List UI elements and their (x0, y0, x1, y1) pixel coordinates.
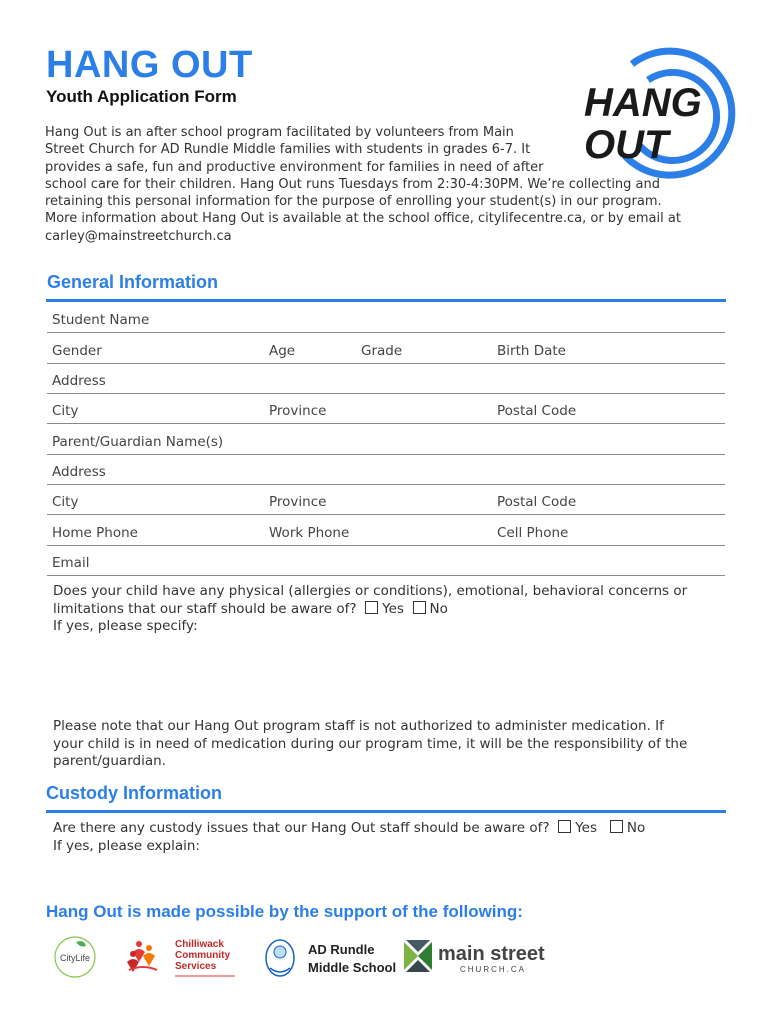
rundle-line2: Middle School (308, 960, 397, 975)
postal-code-field[interactable]: Postal Code (497, 494, 577, 510)
province-field[interactable]: Province (269, 494, 327, 510)
form-subtitle: Youth Application Form (46, 87, 237, 106)
chilliwack-line1: Chilliwack (175, 939, 224, 950)
field-label: Parent/Guardian Name(s) (52, 434, 224, 450)
note-line: parent/guardian. (53, 753, 166, 769)
chilliwack-line2: Community (175, 950, 230, 961)
mainstreet-line2: CHURCH.CA (460, 965, 526, 974)
citylife-logo (50, 932, 100, 982)
postal-code-field[interactable]: Postal Code (497, 403, 577, 419)
field-label: Student Name (52, 312, 150, 328)
address-field[interactable] (47, 363, 725, 394)
people-icon (127, 941, 157, 972)
custody-question (53, 820, 723, 855)
concerns-question (53, 583, 723, 636)
ad-rundle-logo (262, 932, 397, 982)
chilliwack-community-services-logo (125, 932, 240, 982)
province-field[interactable]: Province (269, 403, 327, 419)
leaf-icon (76, 941, 86, 946)
field-label: Address (52, 464, 106, 480)
chilliwack-tagline-bar (175, 975, 235, 977)
explain-answer-area[interactable] (53, 858, 723, 894)
custody-no-checkbox[interactable] (610, 820, 623, 833)
gender-field[interactable]: Gender (52, 343, 102, 359)
page-title: HANG OUT (46, 44, 253, 86)
logo-text-hang: HANG (584, 81, 702, 125)
main-street-icon (404, 940, 432, 972)
yes-label: Yes (382, 600, 404, 617)
student-name-field[interactable] (47, 302, 725, 333)
gender-age-grade-row (47, 333, 725, 364)
cell-phone-field[interactable]: Cell Phone (497, 525, 569, 541)
city-province-row (47, 393, 725, 424)
citylife-text: CityLife (59, 953, 91, 963)
general-section-title: General Information (47, 272, 219, 292)
intro-line: retaining this personal information for the purpose of enrolling your student(s) in our program. (45, 194, 662, 210)
concerns-no-checkbox[interactable] (413, 601, 426, 614)
yes-label: Yes (575, 820, 597, 836)
mainstreet-line1: main street (438, 943, 545, 965)
note-line: Please note that our Hang Out program staff is not authorized to administer medication. If (53, 718, 664, 734)
support-title: Hang Out is made possible by the support of the following: (46, 902, 523, 921)
work-phone-field[interactable]: Work Phone (269, 525, 350, 541)
concerns-yes-checkbox[interactable] (365, 601, 378, 614)
main-street-church-logo (402, 932, 557, 982)
concerns-line-2 (53, 601, 723, 619)
specify-answer-area[interactable] (53, 637, 723, 709)
no-label: No (429, 600, 448, 617)
mascot-icon (266, 940, 294, 976)
hang-out-logo (570, 44, 730, 174)
intro-line: carley@mainstreetchurch.ca (45, 228, 232, 244)
concerns-line: Does your child have any physical (allergies or conditions), emotional, behavioral concerns or (53, 583, 688, 599)
intro-line: school care for their children. Hang Out runs Tuesdays from 2:30-4:30PM. We’re collecting and (45, 176, 661, 192)
intro-line: Street Church for AD Rundle Middle families with students in grades 6-7. It (45, 142, 531, 158)
custody-yes-checkbox[interactable] (558, 820, 571, 833)
intro-line: More information about Hang Out is available at the school office, citylifecentre.ca, or by email at (45, 211, 681, 227)
explain-label: If yes, please explain: (53, 837, 200, 854)
no-label: No (626, 820, 646, 836)
guardian-city-row (47, 484, 725, 515)
home-phone-field[interactable]: Home Phone (52, 525, 138, 541)
general-section-header (47, 272, 218, 293)
rundle-line1: AD Rundle (308, 942, 375, 957)
field-label: Address (52, 373, 106, 389)
chilliwack-line3: Services (175, 961, 217, 972)
city-field[interactable]: City (52, 494, 79, 510)
note-line: your child is in need of medication during our program time, it will be the responsibility of the (53, 735, 688, 752)
intro-line: provides a safe, fun and productive environment for families in need of after (45, 159, 544, 175)
logo-text-out: OUT (584, 123, 669, 167)
guardian-name-field[interactable] (47, 424, 725, 455)
birth-date-field[interactable]: Birth Date (497, 343, 566, 359)
intro-line: Hang Out is an after school program facilitated by volunteers from Main (45, 125, 514, 140)
email-field[interactable] (47, 545, 725, 576)
custody-section-header (46, 783, 222, 804)
field-label: Email (52, 555, 90, 571)
grade-field[interactable]: Grade (361, 343, 403, 359)
concerns-text: limitations that our staff should be aware of? (53, 600, 357, 617)
city-field[interactable]: City (52, 403, 79, 419)
section-divider (46, 810, 726, 813)
guardian-address-field[interactable] (47, 454, 725, 485)
custody-section-title: Custody Information (46, 783, 222, 803)
custody-text: Are there any custody issues that our Hang Out staff should be aware of? (53, 820, 550, 836)
medication-note (53, 718, 723, 771)
custody-line (53, 820, 723, 838)
age-field[interactable]: Age (269, 343, 296, 359)
specify-label: If yes, please specify: (53, 618, 198, 634)
phone-row (47, 515, 725, 546)
